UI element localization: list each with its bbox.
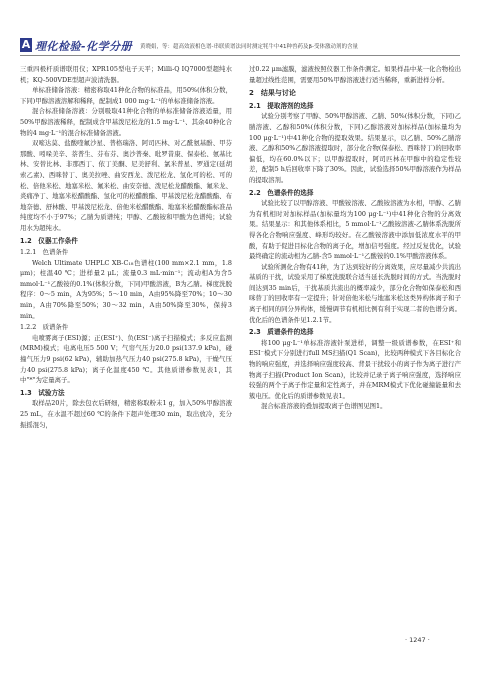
paragraph: 将100 μg·L⁻¹单标准溶液针泵进样，调整一级质谱参数，在ESI⁺和ESI⁻模式下分别进行full MS扫描(Q1 Scan)，比较两种模式下各目标化合物的响应强度，并选择响应强度较高、背景干扰较小的离子作为离子进行产物离子扫描(Product Ion Scan)，比较并记录子离子响应强度，选择响应较强的两个子离子作定量和定性离子，并在MRM模式下优化碰撞能量和去簇电压。优化后的质谱参数见表1。 [249, 338, 461, 400]
subsection-heading: 2.1 提取溶剂的选择 [249, 101, 314, 110]
paragraph: Welch Ultimate UHPLC XB-C₁₈色谱柱(100 mm×2.1 mm，1.8 μm)；柱温40 ℃；进样量2 μL；流量0.3 mL·min⁻¹；流动相A为含5 mmol·L⁻¹乙酸铵的0.1%(体积分数，下同)甲酸溶液，B为乙腈。梯度洗脱程序：0～5 min，A为95%；5～10 min，A由95%降至70%；10～30 min，A由70%降至50%；30～32 min，A由50%降至30%，保持3 min。 [20, 258, 232, 320]
paragraph: 双嘧达莫、盐酸喹氟沙星、普格瑞洛、阿司匹林、对乙酰氨基酚、甲芬那酸、吲哚美辛、萘普生、芬布芬、奥沙普秦、吡罗昔康、保泰松、氨基比林、安替比林、非那西丁、依丁美酮、尼美舒利、氯米普星、罗通定(延胡索乙素)、西咪替丁、奥美拉唑、曲安西龙、泼尼松龙、氢化可的松、可的松、倍他米松、地塞米松、氟米松、曲安奈德、泼尼松龙醋酸酯、氟米龙、炎痛净丁、地塞米松醋酸酯、氢化可的松醋酸酯、甲基泼尼松龙醋酸酯、布地奈德、舒林酸、甲基泼尼松龙、倍他米松醋酸酯、地塞米松醋酸酯标准品纯度均不小于97%；乙腈为质谱纯；甲醇、乙酸铵和甲酸为色谱纯；试验用水为超纯水。 [20, 139, 232, 232]
paragraph: 单标准储备溶液：精密称取41种化合物的标准品，用50%(体积分数，下同)甲醇溶液溶解和稀释，配制成1 000 mg·L⁻¹的单标准储备溶液。 [20, 86, 232, 105]
journal-name: 理化检验-化学分册 [35, 40, 133, 53]
section-heading: 2 结果与讨论 [249, 89, 296, 98]
subsection-heading: 1.2 仪器工作条件 [20, 236, 78, 245]
paragraph: 混合标准储备溶液：分别吸取41种化合物的单标准储备溶液适量，用50%甲醇溶液稀释，配制成含甲基泼尼松龙的1.5 mg·L⁻¹、其余40种化合物的4 mg·L⁻¹的混合标准储备溶液。 [20, 107, 232, 137]
subsubsection-heading: 1.2.1 色谱条件 [20, 248, 69, 257]
left-column [20, 64, 232, 430]
subsection-heading: 2.3 质谱条件的选择 [249, 328, 314, 337]
subsubsection-heading: 1.2.2 质谱条件 [20, 323, 69, 332]
paragraph: 试验所测化合物有41种，为了达到较好的分离效果，应尽量减少共流出基质的干扰，试验采用了梯度洗脱联合适当延长洗脱时间的方式。当洗脱时间达到35 min后，干扰基质共流出的概率减少，部分化合物如保泰松和西咪替丁的回收率有一定提升；针对倍他米松与地塞米松这类异构体离子和子离子相同的同分异构体，缓慢调节有机相比例有利于实现二者的色谱分离。优化后的色谱条件见1.2.1节。 [249, 262, 461, 324]
paragraph: 混合标准溶液的叠加提取离子色谱图见图1。 [261, 402, 387, 411]
page-number: · 1247 · [405, 636, 430, 644]
journal-logo: A [21, 38, 31, 51]
header-rule [20, 55, 460, 56]
paragraph: 过0.22 μm滤膜，滤液按照仪器工作条件测定。如果样品中某一化合物检出量超过线性范围，需要用50%甲醇溶液进行适当稀释，重新进样分析。 [249, 65, 461, 84]
running-head: 黄晓娟，等：超高效液相色谱-串联质谱法同时测定牦牛中41种兽药及β-受体激动剂的含量 [140, 44, 358, 50]
paragraph: 电喷雾离子(ESI)源；正(ESI⁺)、负(ESI⁻)离子扫描模式；多反应监测(MRM)模式；电离电压5 500 V；气帘气压力20.0 psi(137.9 kPa)，碰撞气压力9 psi(62 kPa)，辅助加热气压力40 psi(275.8 kPa)，干燥气压力40 psi(275.8 kPa)；离子化温度450 ℃。其他质谱参数见表1，其中"*"为定量离子。 [20, 333, 232, 385]
paragraph: 试验比较了以甲醇溶液、甲酸铵溶液、乙酸铵溶液为水相，甲醇、乙腈为有机相时对加标样品(加标量均为100 μg·L⁻¹)中41种化合物的分离效果。结果显示：和其他体系相比，5 mmol·L⁻¹乙酸铵溶液-乙腈体系洗脱所得各化合物响应强度、峰形均较好。在乙酸铵溶液中添加低浓度水平的甲酸，有助于促进目标化合物的离子化，增加信号强度。经过反复优化，试验最终确定的流动相为乙腈-含5 mmol·L⁻¹乙酸铵的0.1%甲酸溶液体系。 [249, 199, 461, 261]
right-column [249, 64, 461, 412]
paragraph: 三重四极杆质谱联用仪；XPR105型电子天平；Milli-Q IQ7000型超纯水机；KQ-500VDE型超声波清洗器。 [20, 65, 232, 84]
subsection-heading: 2.2 色谱条件的选择 [249, 188, 314, 197]
subsection-heading: 1.3 试验方法 [20, 388, 65, 397]
page-header [0, 0, 480, 58]
paragraph: 试验分别考察了甲醇、50%甲醇溶液、乙腈、50%(体积分数，下同)乙腈溶液、乙醇和50%(体积分数，下同)乙醇溶液对加标样品(加标量均为100 μg·L⁻¹)中41种化合物的提取效果。结果显示，以乙腈、50%乙腈溶液、乙醇和50%乙醇溶液提取时，部分化合物(保泰松、西咪替丁)的回收率偏低，均在60.0%以下；以甲醇提取时，阿司匹林在甲醇中的稳定性较差，配制5 h后回收率下降了30%。因此，试验选择50%甲醇溶液作为样品的提取溶剂。 [249, 112, 461, 184]
paragraph: 取样品20片，除去包衣后研细，精密称取粉末1 g，加入50%甲醇溶液25 mL，在水温不超过60 ℃的条件下超声处理30 min，取出放冷，充分振摇混匀， [20, 399, 232, 429]
